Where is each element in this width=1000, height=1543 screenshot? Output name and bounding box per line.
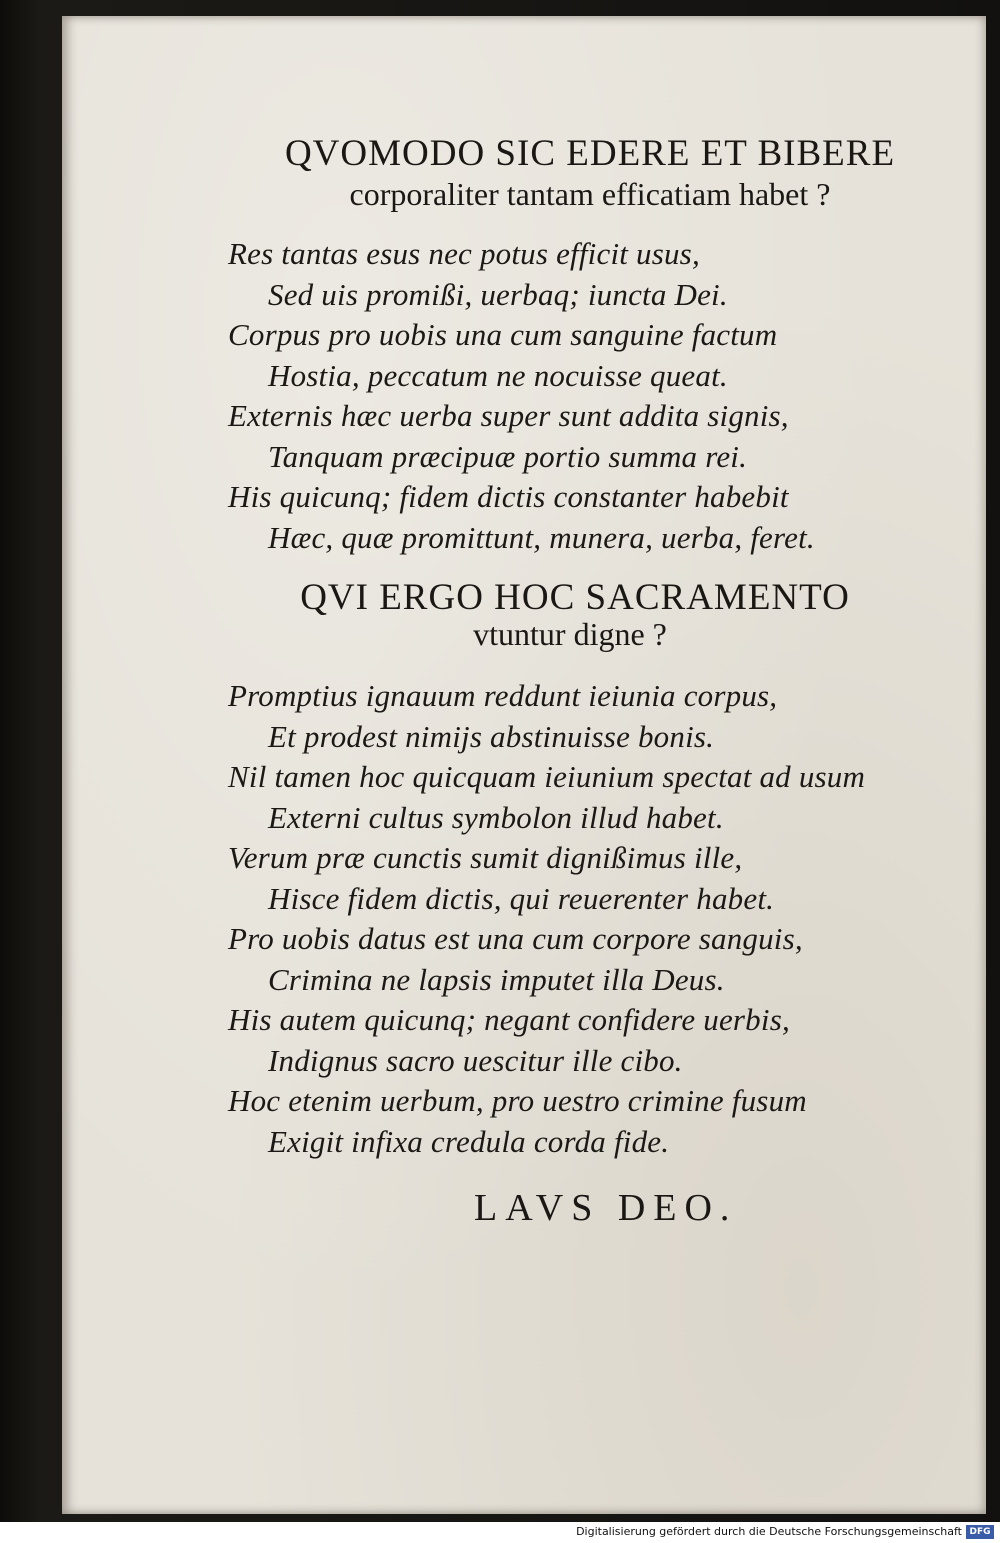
footer-credit: Digitalisierung gefördert durch die Deutsche Forschungsgemeinschaft bbox=[576, 1525, 962, 1538]
verse-line: Promptius ignauum reddunt ieiunia corpus, bbox=[228, 678, 778, 713]
verse-line: Tanquam præcipuæ portio summa rei. bbox=[268, 438, 748, 474]
verse-line: Indignus sacro uescitur ille cibo. bbox=[268, 1042, 683, 1078]
verse-line: Sed uis promißi, uerbaq; iuncta Dei. bbox=[268, 276, 728, 312]
verse-line: Res tantas esus nec potus efficit usus, bbox=[228, 236, 700, 271]
verse-block-2 bbox=[228, 676, 928, 1162]
verse-block-1 bbox=[228, 234, 928, 558]
verse-line: Externi cultus symbolon illud habet. bbox=[268, 799, 724, 835]
verse-line: Nil tamen hoc quicquam ieiunium spectat ad usum bbox=[228, 759, 866, 794]
heading-2-title: QVI ERGO HOC SACRAMENTO bbox=[300, 577, 850, 618]
section-heading-2 bbox=[0, 576, 1000, 619]
digitization-footer bbox=[0, 1522, 1000, 1543]
verse-line: Exigit infixa credula corda fide. bbox=[268, 1123, 670, 1159]
section-heading-1 bbox=[0, 132, 1000, 175]
closing-line: LAVS DEO. bbox=[474, 1187, 738, 1229]
section-heading-2-subtitle-row bbox=[0, 616, 1000, 653]
verse-line: Hæc, quæ promittunt, munera, uerba, feret. bbox=[268, 519, 815, 555]
verse-line: Hoc etenim uerbum, pro uestro crimine fusum bbox=[228, 1083, 807, 1118]
verse-line: Pro uobis datus est una cum corpore sanguis, bbox=[228, 921, 803, 956]
heading-2-subtitle: vtuntur digne ? bbox=[473, 616, 667, 652]
verse-line: Externis hæc uerba super sunt addita signis, bbox=[228, 398, 789, 433]
verse-line: His autem quicunq; negant confidere uerbis, bbox=[228, 1002, 790, 1037]
verse-line: Verum præ cunctis sumit dignißimus ille, bbox=[228, 840, 743, 875]
dfg-logo-icon: DFG bbox=[966, 1525, 994, 1539]
verse-line: His quicunq; fidem dictis constanter habebit bbox=[228, 479, 789, 514]
section-heading-1-subtitle-row bbox=[0, 176, 1000, 213]
heading-1-subtitle: corporaliter tantam efficatiam habet ? bbox=[349, 176, 831, 212]
heading-1-title: QVOMODO SIC EDERE ET BIBERE bbox=[284, 133, 896, 174]
verse-line: Et prodest nimijs abstinuisse bonis. bbox=[268, 718, 715, 754]
verse-line: Corpus pro uobis una cum sanguine factum bbox=[228, 317, 778, 352]
verse-line: Hisce fidem dictis, qui reuerenter habet. bbox=[268, 880, 775, 916]
verse-line: Hostia, peccatum ne nocuisse queat. bbox=[268, 357, 728, 393]
verse-line: Crimina ne lapsis imputet illa Deus. bbox=[268, 961, 725, 997]
